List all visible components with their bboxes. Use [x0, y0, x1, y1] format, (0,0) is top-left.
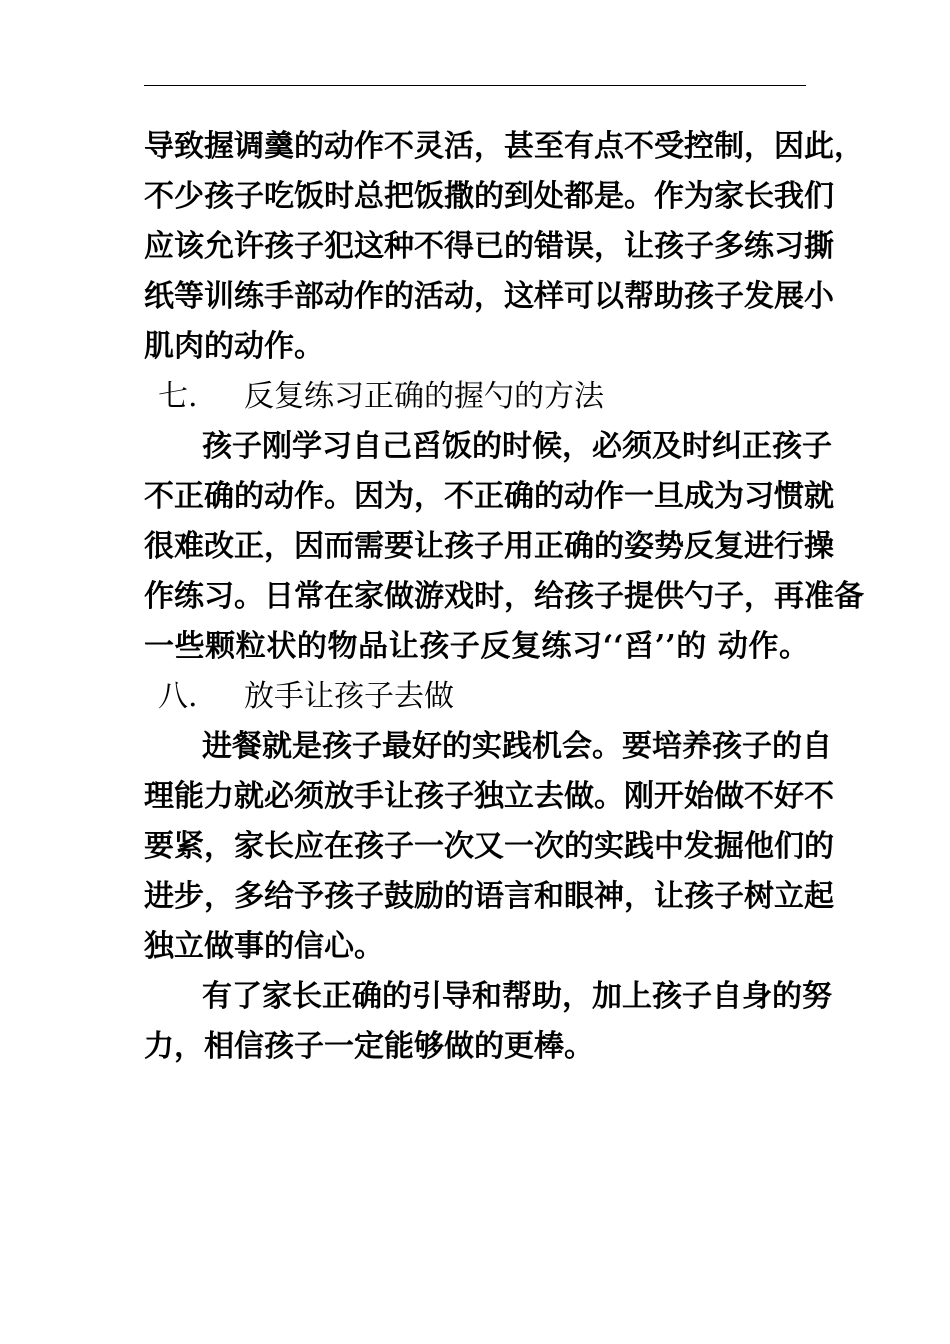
document-body	[144, 122, 864, 1072]
section-number: 八.	[158, 679, 198, 714]
paragraph-line: 应该允许孩子犯这种不得已的错误，让孩子多练习撕	[144, 229, 834, 264]
section-heading-7	[144, 372, 809, 422]
paragraph-line: 进餐就是孩子最好的实践机会。要培养孩子的自	[202, 729, 832, 764]
paragraph-line: 一些颗粒状的物品让孩子反复练习‘‘舀’’的 动作。	[144, 629, 809, 664]
paragraph-line: 不正确的动作。因为，不正确的动作一旦成为习惯就	[144, 479, 834, 514]
section-title: 反复练习正确的握勺的方法	[244, 379, 604, 414]
paragraph-line: 独立做事的信心。	[144, 929, 384, 964]
paragraph-line: 进步，多给予孩子鼓励的语言和眼神，让孩子树立起	[144, 879, 834, 914]
paragraph-line: 力，相信孩子一定能够做的更棒。	[144, 1029, 594, 1064]
paragraph-line: 孩子刚学习自己舀饭的时候，必须及时纠正孩子	[202, 429, 832, 464]
paragraph-line: 肌肉的动作。	[144, 329, 324, 364]
paragraph-line: 很难改正，因而需要让孩子用正确的姿势反复进行操	[144, 529, 834, 564]
paragraph-line: 纸等训练手部动作的活动，这样可以帮助孩子发展小	[144, 279, 834, 314]
section-number: 七.	[158, 379, 198, 414]
paragraph-line: 作练习。日常在家做游戏时，给孩子提供勺子，再准备	[144, 579, 864, 614]
paragraph-line: 要紧，家长应在孩子一次又一次的实践中发掘他们的	[144, 829, 834, 864]
paragraph-line: 理能力就必须放手让孩子独立去做。刚开始做不好不	[144, 779, 834, 814]
section-title: 放手让孩子去做	[244, 679, 454, 714]
header-rule	[144, 85, 806, 86]
paragraph-line: 导致握调羹的动作不灵活，甚至有点不受控制，因此，	[144, 129, 864, 164]
paragraph-line: 不少孩子吃饭时总把饭撒的到处都是。作为家长我们	[144, 179, 834, 214]
paragraph-line: 有了家长正确的引导和帮助，加上孩子自身的努	[202, 979, 832, 1014]
section-heading-8	[144, 672, 809, 722]
